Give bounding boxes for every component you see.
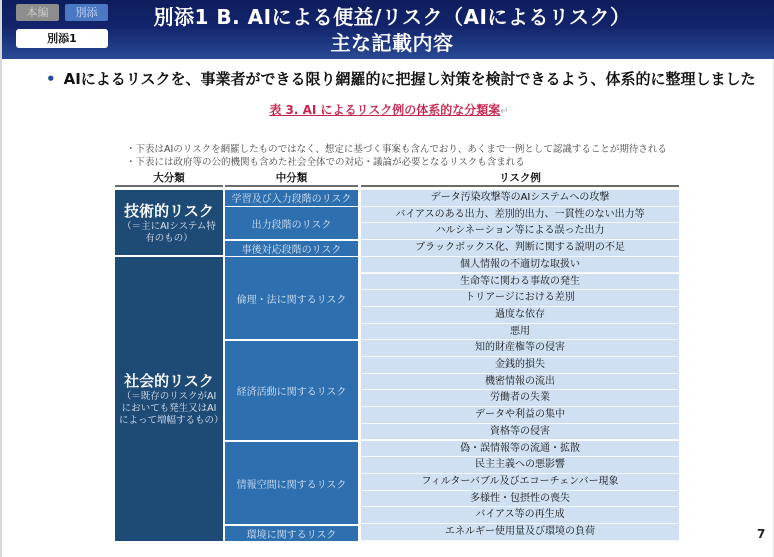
- slide-title-line1: 別添1 B. AIによる便益/リスク（AIによるリスク）: [153, 5, 631, 29]
- risk-example: データ汚染攻撃等のAIシステムへの攻撃: [361, 190, 679, 207]
- slide-header: [2, 0, 774, 59]
- middle-category: 倫理・法に関するリスク: [225, 257, 358, 339]
- middle-category: 出力段階のリスク: [225, 207, 358, 239]
- risk-example: 悪用: [361, 324, 679, 341]
- risk-example: バイアスのある出力、差別的出力、一貫性のない出力等: [361, 207, 679, 224]
- summary-text: AIによるリスクを、事業者ができる限り網羅的に把握し対策を検討できるよう、体系的に整理しました: [63, 70, 756, 88]
- note-line: ・下表はAIのリスクを網羅したものではなく、想定に基づく事案も含んでおり、あくまで一例として認識することが期待される: [126, 144, 667, 155]
- middle-category: 情報空間に関するリスク: [225, 442, 358, 524]
- header-middle-category: 中分類: [225, 172, 358, 187]
- risk-example: エネルギー使用量及び環境の負荷: [361, 524, 679, 541]
- bullet-dot-icon: •: [46, 70, 56, 88]
- risk-example: 資格等の侵害: [361, 424, 679, 441]
- risk-example: 過度な依存: [361, 307, 679, 324]
- table-caption: [2, 101, 774, 118]
- return-mark-icon: ↵: [500, 106, 509, 117]
- risk-example: 個人情報の不適切な取扱い: [361, 257, 679, 274]
- middle-category: 学習及び入力段階のリスク: [225, 190, 358, 206]
- tag-bettenn[interactable]: 別添: [65, 4, 108, 21]
- header-risk-examples: リスク例: [361, 172, 679, 187]
- risk-example: ブラックボックス化、判断に関する説明の不足: [361, 240, 679, 257]
- page-number: 7: [757, 527, 766, 541]
- risk-example: バイアス等の再生成: [361, 507, 679, 524]
- major-title: 社会的リスク: [124, 372, 214, 390]
- major-subtitle: （＝既存のリスクがAIにおいても発生又はAIによって増幅するもの）: [119, 391, 224, 426]
- header-major-category: 大分類: [115, 172, 223, 187]
- tag-honpen[interactable]: 本編: [16, 4, 59, 21]
- slide-title: [132, 4, 652, 56]
- risk-example: 偽・誤情報等の流通・拡散: [361, 441, 679, 458]
- current-section-label: 別添1: [16, 29, 108, 48]
- risk-example: 多様性・包摂性の喪失: [361, 491, 679, 508]
- risk-example: 民主主義への悪影響: [361, 457, 679, 474]
- risk-example: データや利益の集中: [361, 407, 679, 424]
- major-title: 技術的リスク: [124, 201, 214, 220]
- table-caption-text: 表 3. AI によるリスク例の体系的な分類案: [269, 103, 501, 117]
- slide-title-line2: 主な記載内容: [330, 31, 454, 55]
- risk-example: 生命等に関わる事故の発生: [361, 274, 679, 291]
- table-notes: [126, 143, 667, 169]
- risk-example: 知的財産権等の侵害: [361, 340, 679, 357]
- summary-bullet: [46, 68, 756, 89]
- middle-category: 事後対応段階のリスク: [225, 241, 358, 256]
- note-line: ・下表には政府等の公的機関も含めた社会全体での対応・議論が必要となるリスクも含まれる: [126, 157, 525, 168]
- risk-example: 金銭的損失: [361, 357, 679, 374]
- risk-example: トリアージにおける差別: [361, 290, 679, 307]
- risk-example: フィルターバブル及びエコーチェンバー現象: [361, 474, 679, 491]
- major-technical-risk: [115, 190, 223, 255]
- middle-category: 経済活動に関するリスク: [225, 341, 358, 440]
- major-social-risk: [115, 257, 223, 541]
- risk-example: ハルシネーション等による誤った出力: [361, 223, 679, 240]
- major-subtitle: （＝主にAIシステム特有のもの）: [122, 220, 216, 244]
- risk-example: 機密情報の流出: [361, 374, 679, 391]
- middle-category: 環境に関するリスク: [225, 526, 358, 541]
- risk-example: 労働者の失業: [361, 390, 679, 407]
